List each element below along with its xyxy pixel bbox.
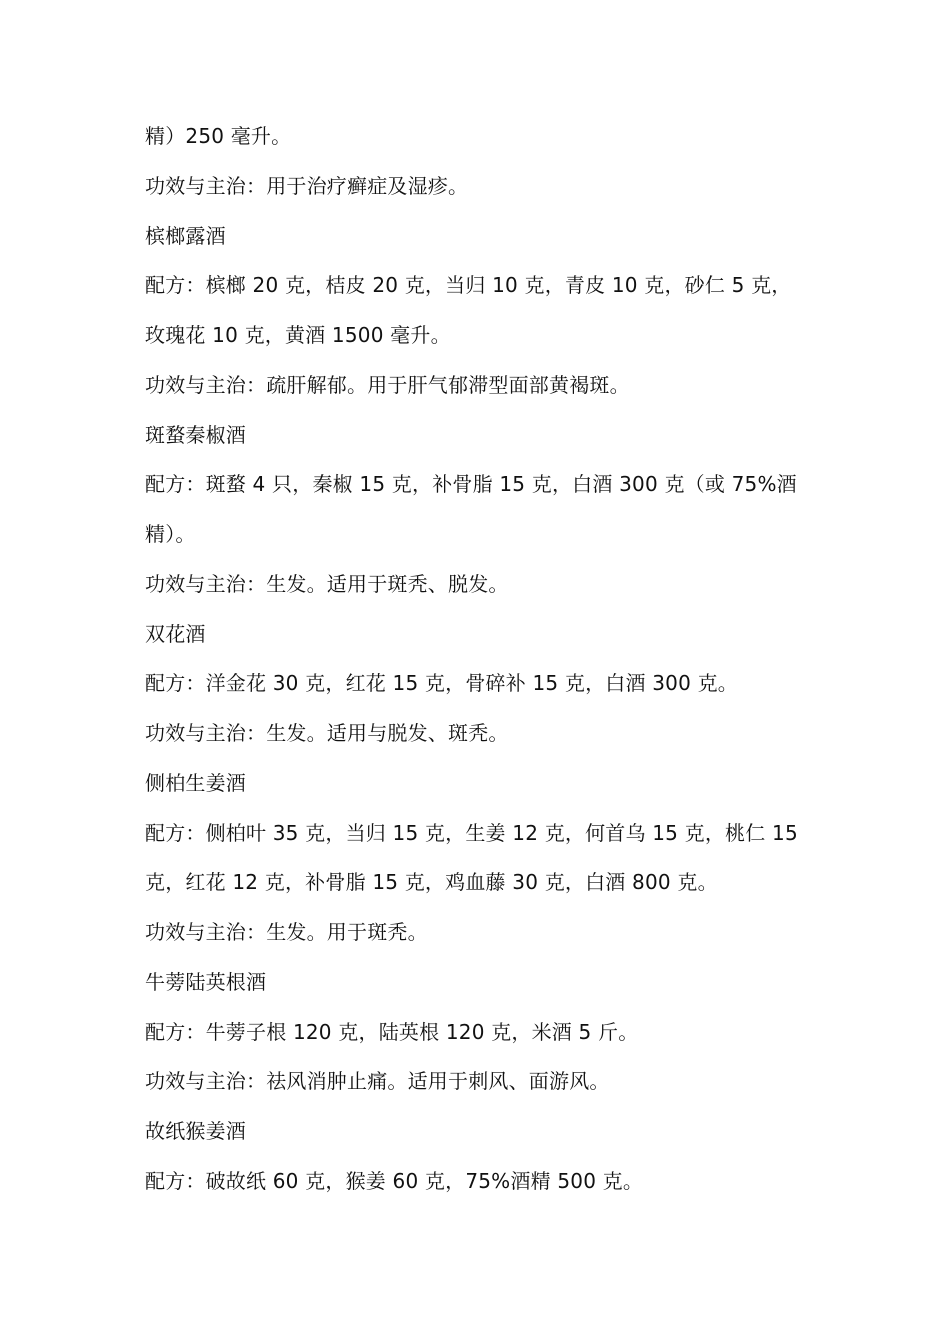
recipe-formula: 配方：侧柏叶 35 克，当归 15 克，生姜 12 克，何首乌 15 克，桃仁 15	[145, 820, 798, 845]
recipe-formula: 配方：破故纸 60 克，猴姜 60 克，75%酒精 500 克。	[145, 1168, 644, 1193]
recipe-title: 侧柏生姜酒	[145, 770, 246, 795]
text-line: 精）250 毫升。	[145, 124, 292, 148]
recipe-formula: 配方：洋金花 30 克，红花 15 克，骨碎补 15 克，白酒 300 克。	[145, 671, 738, 696]
text-line: 精）。	[145, 522, 196, 546]
text-line: 功效与主治：用于治疗癣症及湿疹。	[145, 173, 469, 198]
recipe-effect: 功效与主治：祛风消肿止痛。适用于刺风、面游风。	[145, 1069, 610, 1094]
recipe-formula: 配方：牛蒡子根 120 克，陆英根 120 克，米酒 5 斤。	[145, 1019, 639, 1044]
recipe-formula: 配方：槟榔 20 克，桔皮 20 克，当归 10 克，青皮 10 克，砂仁 5 克，	[145, 273, 792, 298]
recipe-title: 牛蒡陆英根酒	[145, 969, 267, 994]
recipe-effect: 功效与主治：生发。用于斑秃。	[145, 920, 428, 944]
recipe-formula: 配方：斑蝥 4 只，秦椒 15 克，补骨脂 15 克，白酒 300 克（或 75%酒	[145, 472, 797, 497]
document-body	[145, 118, 815, 1213]
recipe-title: 斑蝥秦椒酒	[145, 422, 246, 447]
text-line: 克，红花 12 克，补骨脂 15 克，鸡血藤 30 克，白酒 800 克。	[145, 870, 718, 895]
recipe-title: 故纸猴姜酒	[145, 1119, 246, 1143]
recipe-effect: 功效与主治：疏肝解郁。用于肝气郁滞型面部黄褐斑。	[145, 372, 630, 397]
recipe-title: 槟榔露酒	[145, 223, 226, 248]
recipe-effect: 功效与主治：生发。适用于斑秃、脱发。	[145, 571, 509, 596]
recipe-effect: 功效与主治：生发。适用与脱发、斑秃。	[145, 721, 509, 745]
text-line: 玫瑰花 10 克，黄酒 1500 毫升。	[145, 323, 451, 347]
recipe-title: 双花酒	[145, 621, 206, 646]
